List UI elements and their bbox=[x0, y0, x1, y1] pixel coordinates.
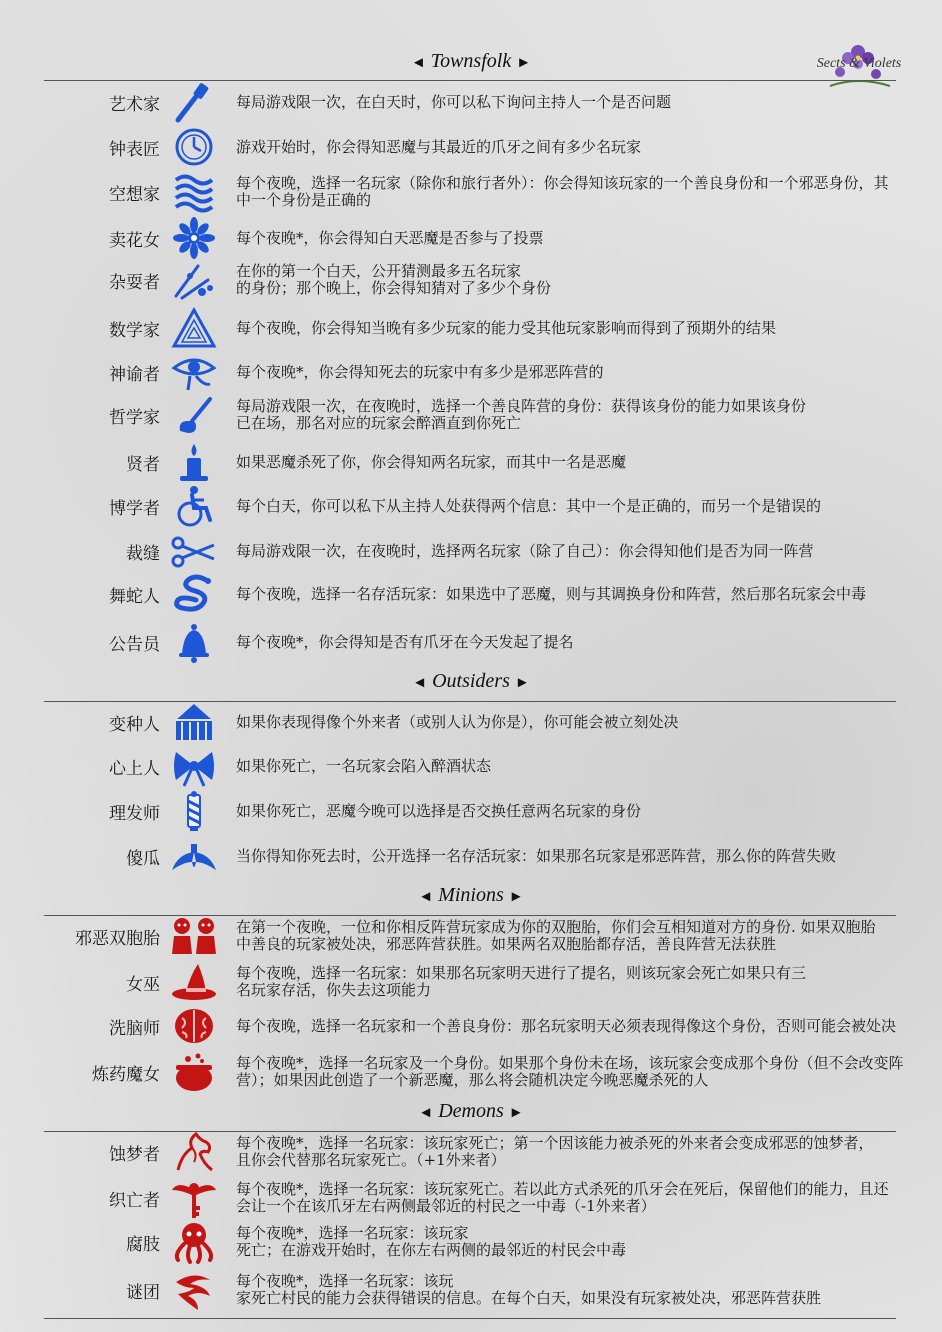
pipe-icon bbox=[168, 393, 220, 437]
role-row bbox=[0, 393, 942, 437]
role-name: 女巫 bbox=[126, 974, 160, 995]
role-name: 舞蛇人 bbox=[109, 586, 160, 607]
octopus-icon bbox=[168, 1220, 220, 1264]
role-ability: 每个夜晚*，你会得知白天恶魔是否参与了投票 bbox=[236, 228, 544, 247]
section-outsiders: ◄ Outsiders ► bbox=[412, 670, 530, 692]
role-ability: 每个夜晚*，选择一名玩家：该玩家死亡。若以此方式杀死的爪牙会在死后，保留他们的能力，且还 会让一个在该爪牙左右两侧最邻近的村民之一中毒（-1外来者） bbox=[236, 1180, 889, 1215]
role-row bbox=[0, 834, 942, 878]
role-name: 织亡者 bbox=[109, 1190, 160, 1211]
dream-waves-icon bbox=[168, 170, 220, 214]
role-row bbox=[0, 789, 942, 833]
role-row bbox=[0, 216, 942, 260]
role-name: 变种人 bbox=[109, 714, 160, 735]
clock-icon bbox=[168, 125, 220, 169]
role-name: 贤者 bbox=[126, 454, 160, 475]
role-row bbox=[0, 960, 942, 1004]
role-ability: 每局游戏限一次，在夜晚时，选择一个善良阵营的身份：获得该身份的能力如果该身份 已在场，那名对应的玩家会醉酒直到你死亡 bbox=[236, 397, 807, 432]
role-row bbox=[0, 170, 942, 214]
role-row bbox=[0, 529, 942, 573]
banana-peel-icon bbox=[168, 834, 220, 878]
horse-icon bbox=[168, 1130, 220, 1174]
scissors-icon bbox=[168, 529, 220, 573]
role-row bbox=[0, 1268, 942, 1312]
role-ability: 每个夜晚，选择一名玩家（除你和旅行者外）：你会得知该玩家的一个善良身份和一个邪恶身份，其 中一个身份是正确的 bbox=[236, 174, 889, 209]
role-ability: 每局游戏限一次，在夜晚时，选择两名玩家（除了自己）：你会得知他们是否为同一阵营 bbox=[236, 541, 814, 560]
role-name: 理发师 bbox=[109, 803, 160, 824]
role-row bbox=[0, 1176, 942, 1220]
role-row bbox=[0, 700, 942, 744]
candle-icon bbox=[168, 440, 220, 484]
witch-hat-icon bbox=[168, 960, 220, 1004]
role-row bbox=[0, 620, 942, 664]
role-row bbox=[0, 1220, 942, 1264]
role-name: 谜团 bbox=[126, 1282, 160, 1303]
role-ability: 如果你死亡，恶魔今晚可以选择是否交换任意两名玩家的身份 bbox=[236, 801, 642, 820]
role-name: 神谕者 bbox=[109, 364, 160, 385]
role-name: 卖花女 bbox=[109, 230, 160, 251]
role-name: 哲学家 bbox=[109, 407, 160, 428]
role-name: 空想家 bbox=[109, 184, 160, 205]
role-row bbox=[0, 1004, 942, 1048]
role-row bbox=[0, 572, 942, 616]
twins-icon bbox=[168, 914, 220, 958]
section-minions: ◄ Minions ► bbox=[418, 884, 524, 906]
role-name: 傻瓜 bbox=[126, 848, 160, 869]
role-name: 杂耍者 bbox=[109, 272, 160, 293]
juggling-icon bbox=[168, 258, 220, 302]
role-ability: 当你得知你死去时，公开选择一名存活玩家：如果那名玩家是邪恶阵营，那么你的阵营失败 bbox=[236, 846, 837, 865]
wheelchair-icon bbox=[168, 484, 220, 528]
role-row bbox=[0, 744, 942, 788]
role-ability: 每个夜晚，选择一名玩家：如果那名玩家明天进行了提名，则该玩家会死亡如果只有三 名玩家存活，你失去这项能力 bbox=[236, 964, 807, 999]
paintbrush-icon bbox=[168, 80, 220, 124]
bow-icon bbox=[168, 744, 220, 788]
role-row bbox=[0, 125, 942, 169]
role-ability: 每个夜晚*，你会得知是否有爪牙在今天发起了提名 bbox=[236, 632, 574, 651]
role-ability: 每局游戏限一次，在白天时，你可以私下询问主持人一个是否问题 bbox=[236, 92, 672, 111]
role-row bbox=[0, 440, 942, 484]
role-name: 炼药魔女 bbox=[92, 1064, 160, 1085]
role-row bbox=[0, 258, 942, 302]
role-row bbox=[0, 484, 942, 528]
role-name: 裁缝 bbox=[126, 543, 160, 564]
role-ability: 每个夜晚*，选择一名玩家：该玩家 死亡；在游戏开始时，在你左右两侧的最邻近的村民会中毒 bbox=[236, 1224, 627, 1259]
role-name: 公告员 bbox=[109, 634, 160, 655]
role-ability: 每个夜晚，选择一名存活玩家：如果选中了恶魔，则与其调换身份和阵营，然后那名玩家会中毒 bbox=[236, 584, 867, 603]
role-name: 邪恶双胞胎 bbox=[75, 928, 160, 949]
role-name: 心上人 bbox=[109, 758, 160, 779]
cauldron-icon bbox=[168, 1050, 220, 1094]
role-row bbox=[0, 350, 942, 394]
logo-text: Sects & Violets bbox=[816, 56, 902, 71]
role-row bbox=[0, 306, 942, 350]
role-ability: 如果你表现得像个外来者（或别人认为你是），你可能会被立刻处决 bbox=[236, 712, 679, 731]
tent-icon bbox=[168, 700, 220, 744]
role-name: 博学者 bbox=[109, 498, 160, 519]
role-ability: 每个夜晚，你会得知当晚有多少玩家的能力受其他玩家影响而得到了预期外的结果 bbox=[236, 318, 777, 337]
triangle-icon bbox=[168, 306, 220, 350]
role-row bbox=[0, 914, 942, 958]
role-ability: 每个夜晚*，选择一名玩家：该玩家死亡；第一个因该能力被杀死的外来者会变成邪恶的蚀梦者， 且你会代替那名玩家死亡。（+1外来者） bbox=[236, 1134, 874, 1169]
role-row bbox=[0, 80, 942, 124]
brain-icon bbox=[168, 1004, 220, 1048]
role-ability: 如果恶魔杀死了你，你会得知两名玩家，而其中一名是恶魔 bbox=[236, 452, 627, 471]
swirl-icon bbox=[168, 1268, 220, 1312]
role-name: 艺术家 bbox=[109, 94, 160, 115]
bell-icon bbox=[168, 620, 220, 664]
role-name: 钟表匠 bbox=[109, 139, 160, 160]
role-ability: 每个夜晚*，选择一名玩家及一个身份。如果那个身份未在场，该玩家会变成那个身份（但不会改变阵 营）；如果因此创造了一个新恶魔，那么将会随机决定今晚恶魔杀死的人 bbox=[236, 1054, 904, 1089]
role-ability: 如果你死亡，一名玩家会陷入醉酒状态 bbox=[236, 756, 492, 775]
role-row bbox=[0, 1050, 942, 1094]
section-townsfolk: ◄ Townsfolk ► bbox=[410, 50, 532, 72]
role-name: 数学家 bbox=[109, 320, 160, 341]
eye-icon bbox=[168, 350, 220, 394]
role-row bbox=[0, 1130, 942, 1174]
flower-icon bbox=[168, 216, 220, 260]
role-ability: 每个夜晚*，选择一名玩家：该玩 家死亡村民的能力会获得错误的信息。在每个白天，如果没有玩家被处决，邪恶阵营获胜 bbox=[236, 1272, 822, 1307]
role-ability: 每个夜晚*，你会得知死去的玩家中有多少是邪恶阵营的 bbox=[236, 362, 604, 381]
role-ability: 在第一个夜晚，一位和你相反阵营玩家成为你的双胞胎，你们会互相知道对方的身份. 如果双胞胎 中善良的玩家被处决，邪恶阵营获胜。如果两名双胞胎都存活，善良阵营无法获胜 bbox=[236, 918, 876, 953]
role-name: 蚀梦者 bbox=[109, 1144, 160, 1165]
role-name: 洗脑师 bbox=[109, 1018, 160, 1039]
role-ability: 游戏开始时，你会得知恶魔与其最近的爪牙之间有多少名玩家 bbox=[236, 137, 642, 156]
winged-key-icon bbox=[168, 1176, 220, 1220]
section-demons: ◄ Demons ► bbox=[418, 1100, 524, 1122]
divider bbox=[44, 1318, 896, 1319]
role-ability: 在你的第一个白天，公开猜测最多五名玩家 的身份；那个晚上，你会得知猜对了多少个身份 bbox=[236, 262, 552, 297]
role-ability: 每个夜晚，选择一名玩家和一个善良身份：那名玩家明天必须表现得像这个身份，否则可能会被处决 bbox=[236, 1016, 897, 1035]
role-name: 腐肢 bbox=[126, 1234, 160, 1255]
barber-pole-icon bbox=[168, 789, 220, 833]
role-ability: 每个白天，你可以私下从主持人处获得两个信息：其中一个是正确的，而另一个是错误的 bbox=[236, 496, 822, 515]
snake-icon bbox=[168, 572, 220, 616]
